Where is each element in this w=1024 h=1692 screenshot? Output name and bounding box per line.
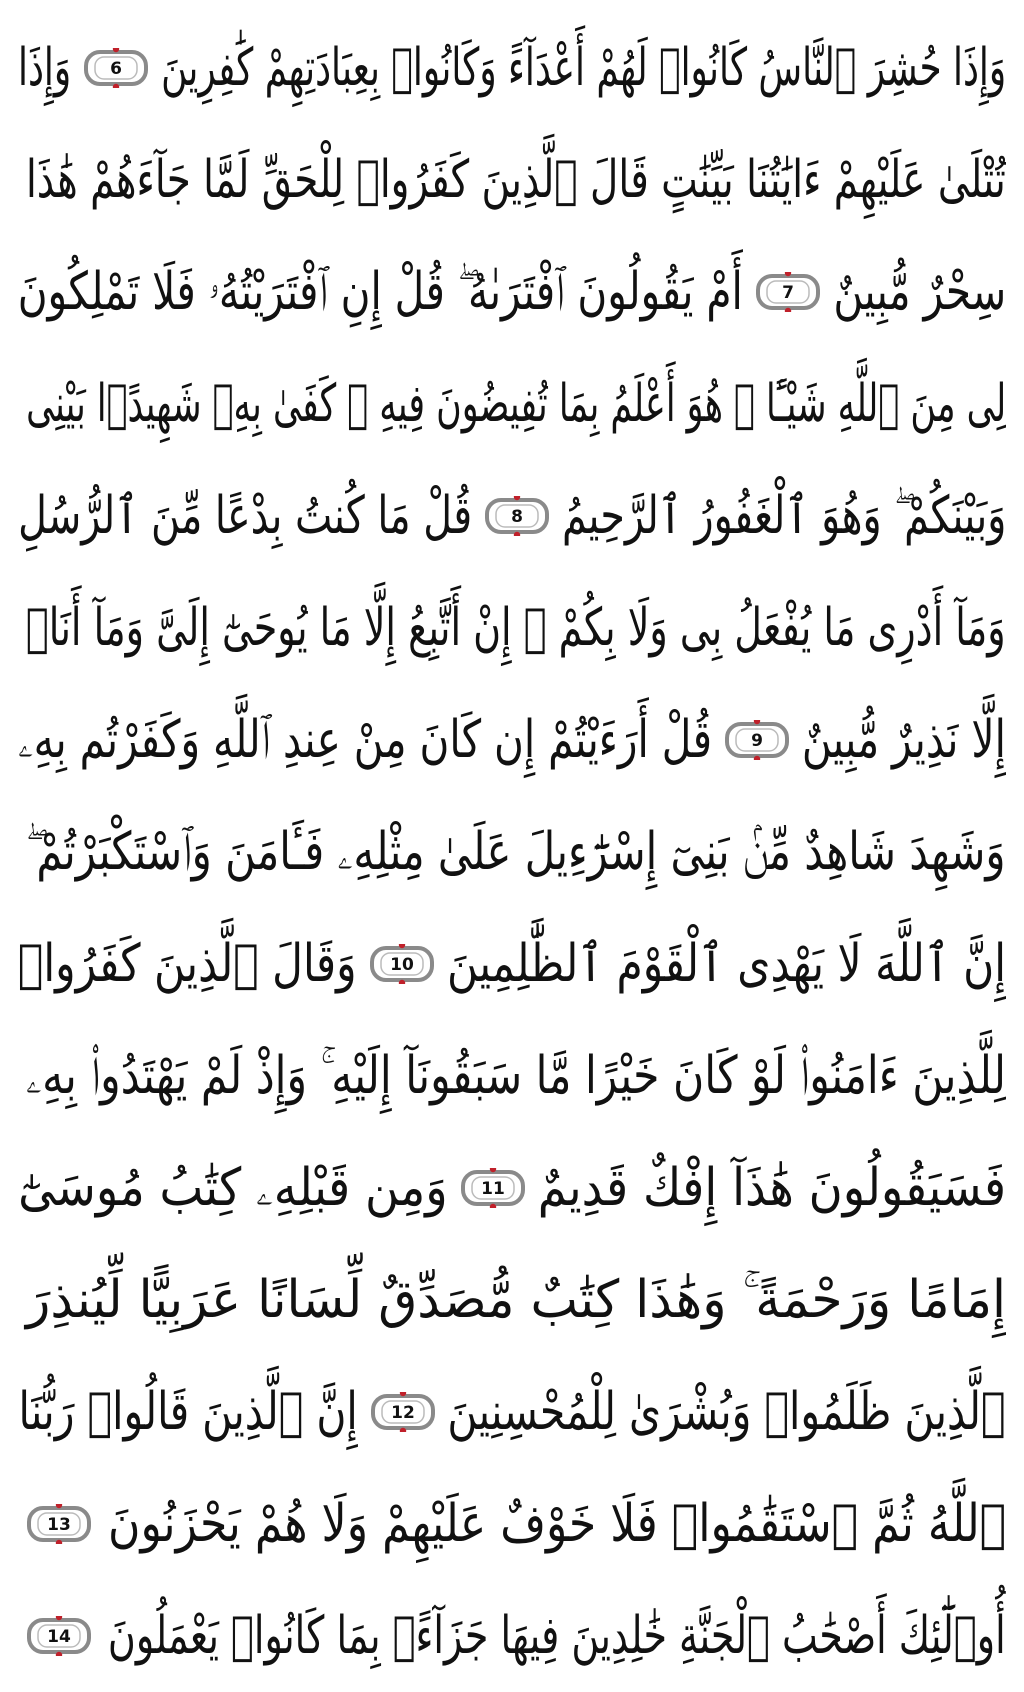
ayah-marker-icon: [460, 1168, 526, 1208]
text-line: [18, 460, 1006, 572]
verse-text: أَمْ يَقُولُونَ ٱفْتَرَىٰهُ ۖ قُلْ إِنِ ٱفْتَرَيْتُهُۥ فَلَا تَمْلِكُونَ: [18, 262, 744, 322]
verse-text: لِلَّذِينَ ءَامَنُوا۟ لَوْ كَانَ خَيْرًا مَّا سَبَقُونَآ إِلَيْهِ ۚ وَإِذْ لَمْ يَهْتَدُوا۟ بِهِۦ: [26, 1046, 1006, 1106]
verse-text: ٱللَّهُ ثُمَّ ٱسْتَقَٰمُوا۟ فَلَا خَوْفٌ عَلَيْهِمْ وَلَا هُمْ يَحْزَنُونَ: [107, 1494, 1006, 1554]
ayah-number-marker: [370, 1392, 436, 1432]
ayah-number: 7: [782, 283, 795, 303]
verse-text: أُو۟لَٰٓئِكَ أَصْحَٰبُ ٱلْجَنَّةِ خَٰلِدِينَ فِيهَا جَزَآءًۢ بِمَا كَانُوا۟ يَعْمَلُونَ: [108, 1606, 1006, 1666]
text-line: [18, 1356, 1006, 1468]
verse-text: إِنَّ ٱلَّذِينَ قَالُوا۟ رَبُّنَا: [18, 1382, 358, 1442]
ayah-number: 6: [110, 59, 122, 79]
verse-text: لِى مِنَ ٱللَّهِ شَيْـًٔا ۖ هُوَ أَعْلَمُ بِمَا تُفِيضُونَ فِيهِ ۖ كَفَىٰ بِهِۦ شَهِيدًۢا بَيْنِى: [25, 374, 1006, 434]
text-line: [18, 796, 1006, 908]
verse-text: وَإِذَا: [18, 38, 72, 98]
ayah-marker-icon: [755, 272, 821, 312]
verse-text: قُلْ أَرَءَيْتُمْ إِن كَانَ مِنْ عِندِ ٱللَّهِ وَكَفَرْتُم بِهِۦ: [18, 710, 712, 770]
ayah-number: 11: [480, 1179, 505, 1199]
ayah-number-marker: [26, 1616, 92, 1656]
ayah-number-marker: [460, 1168, 526, 1208]
ayah-number: 12: [390, 1403, 415, 1423]
ayah-number-marker: [26, 1504, 92, 1544]
ayah-number-marker: [83, 48, 149, 88]
text-line: [18, 684, 1006, 796]
ayah-number: 14: [47, 1627, 71, 1647]
ayah-number-marker: [724, 720, 790, 760]
text-line: [18, 1244, 1006, 1356]
text-line: [18, 908, 1006, 1020]
text-line: [18, 572, 1006, 684]
text-line: [18, 1580, 1006, 1692]
ayah-marker-icon: [370, 1392, 436, 1432]
verse-text: إِمَامًا وَرَحْمَةً ۚ وَهَٰذَا كِتَٰبٌ مُّصَدِّقٌ لِّسَانًا عَرَبِيًّا لِّيُنذِرَ: [26, 1270, 1006, 1330]
ayah-marker-icon: [369, 944, 435, 984]
verse-text: وَمِن قَبْلِهِۦ كِتَٰبُ مُوسَىٰٓ: [18, 1158, 448, 1218]
verse-text: سِحْرٌ مُّبِينٌ: [833, 262, 1006, 322]
text-line: [18, 348, 1006, 460]
text-line: [18, 1020, 1006, 1132]
text-line: [18, 124, 1006, 236]
quran-text-block: [18, 12, 1006, 1692]
verse-text: قُلْ مَا كُنتُ بِدْعًا مِّنَ ٱلرُّسُلِ: [18, 486, 473, 546]
ayah-number-marker: [484, 496, 550, 536]
ayah-number: 10: [389, 955, 414, 975]
verse-text: وَقَالَ ٱلَّذِينَ كَفَرُوا۟: [18, 934, 357, 994]
text-line: [18, 1132, 1006, 1244]
verse-text: إِنَّ ٱللَّهَ لَا يَهْدِى ٱلْقَوْمَ ٱلظَّٰلِمِينَ: [447, 934, 1006, 994]
text-line: [18, 12, 1006, 124]
ayah-marker-icon: [26, 1504, 92, 1544]
ayah-marker-icon: [26, 1616, 92, 1656]
verse-text: إِلَّا نَذِيرٌ مُّبِينٌ: [801, 710, 1006, 770]
verse-text: ٱلَّذِينَ ظَلَمُوا۟ وَبُشْرَىٰ لِلْمُحْسِنِينَ: [447, 1382, 1006, 1442]
verse-text: فَسَيَقُولُونَ هَٰذَآ إِفْكٌ قَدِيمٌ: [537, 1158, 1006, 1218]
ayah-number-marker: [755, 272, 821, 312]
text-line: [18, 236, 1006, 348]
verse-text: تُتْلَىٰ عَلَيْهِمْ ءَايَٰتُنَا بَيِّنَٰتٍ قَالَ ٱلَّذِينَ كَفَرُوا۟ لِلْحَقِّ لَمَّا جَآءَهُمْ هَٰذَا: [26, 150, 1006, 210]
ayah-number: 8: [510, 507, 523, 527]
ayah-marker-icon: [83, 48, 149, 88]
ayah-number-marker: [369, 944, 435, 984]
verse-text: وَشَهِدَ شَاهِدٌ مِّنۢ بَنِىٓ إِسْرَٰٓءِيلَ عَلَىٰ مِثْلِهِۦ فَـَٔامَنَ وَٱسْتَكْبَرْتُمْ ۖ: [26, 822, 1006, 882]
ayah-marker-icon: [724, 720, 790, 760]
ayah-number: 9: [750, 731, 763, 751]
verse-text: وَبَيْنَكُمْ ۖ وَهُوَ ٱلْغَفُورُ ٱلرَّحِيمُ: [561, 486, 1006, 546]
ayah-marker-icon: [484, 496, 550, 536]
text-line: [18, 1468, 1006, 1580]
verse-text: وَإِذَا حُشِرَ ٱلنَّاسُ كَانُوا۟ لَهُمْ أَعْدَآءً وَكَانُوا۟ بِعِبَادَتِهِمْ كَٰفِرِينَ: [160, 38, 1006, 98]
verse-text: وَمَآ أَدْرِى مَا يُفْعَلُ بِى وَلَا بِكُمْ ۖ إِنْ أَتَّبِعُ إِلَّا مَا يُوحَىٰٓ إِلَىَّ وَمَآ أَنَا۠: [26, 598, 1006, 658]
ayah-number: 13: [47, 1515, 71, 1535]
